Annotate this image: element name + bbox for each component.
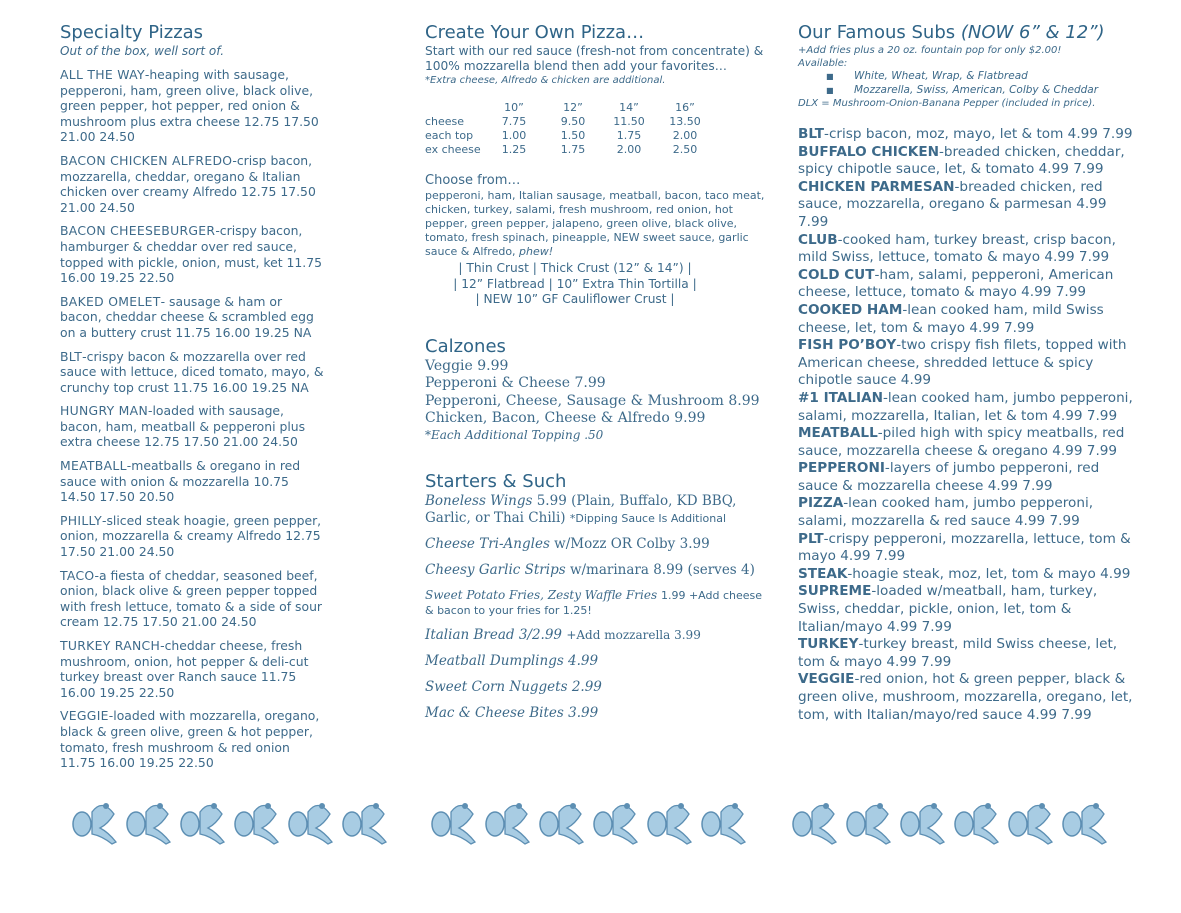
specialty-subtitle: Out of the box, well sort of. xyxy=(60,44,225,58)
menu-item-desc: -loaded with mozzarella, oregano, black & green olive, green & hot pepper, tomato, fresh mushroom & red onion 11.75 16.00 19.25 22.50 xyxy=(60,708,320,771)
menu-item xyxy=(798,232,1133,267)
price-cell: 2.50 xyxy=(672,143,698,156)
menu-item-desc: -loaded with sausage, bacon, ham, meatball & pepperoni plus extra cheese 12.75 17.50 21.00 24.50 xyxy=(60,403,306,450)
pizza-slice-icon xyxy=(847,803,890,844)
menu-item xyxy=(60,153,325,215)
menu-item-name: BUFFALO CHICKEN xyxy=(798,143,939,160)
menu-item xyxy=(60,223,325,285)
menu-item-name: PLT xyxy=(798,530,824,547)
menu-item-name: COOKED HAM xyxy=(798,301,903,318)
menu-item-desc: -crispy bacon & mozzarella over red sauce with lettuce, diced tomato, mayo, & crunchy top crust 11.75 16.00 19.25 NA xyxy=(60,348,324,395)
menu-item-desc: -red onion, hot & green pepper, black & green olive, mushroom, mozzarella, oregano, let, tom, with Italian/mayo/red sauce 4.99 7.99 xyxy=(798,671,1133,723)
pizza-slice-icon xyxy=(702,803,745,844)
menu-item-desc: -turkey breast, mild Swiss cheese, let, tom & mayo 4.99 7.99 xyxy=(798,636,1118,670)
menu-item xyxy=(798,566,1133,584)
menu-item-name: BACON CHEESEBURGER xyxy=(60,223,216,239)
menu-item-name: SUPREME xyxy=(798,583,872,600)
menu-item-name: #1 ITALIAN xyxy=(798,389,883,406)
menu-item-name: PHILLY xyxy=(60,512,102,528)
calzone-item: Pepperoni & Cheese 7.99 xyxy=(425,375,606,392)
starter-fries: Sweet Potato Fries, Zesty Waffle Fries 1.99 +Add cheese & bacon to your fries for 1.25! xyxy=(425,587,763,617)
subs-available-list xyxy=(798,70,1133,97)
price-cell: 1.75 xyxy=(560,143,586,156)
price-cell: 2.00 xyxy=(672,129,698,142)
menu-item-desc: -crispy pepperoni, mozzarella, lettuce, tom & mayo 4.99 7.99 xyxy=(798,530,1131,565)
menu-item xyxy=(798,460,1133,495)
price-cell: 9.50 xyxy=(560,115,586,128)
menu-item xyxy=(798,531,1133,566)
menu-item-name: MEATBALL xyxy=(798,425,878,442)
menu-item-name: VEGGIE xyxy=(798,671,855,688)
choose-list: pepperoni, ham, Italian sausage, meatball, bacon, taco meat, chicken, turkey, salami, fresh mushroom, red onion, hot pepper, green pepper, jalapeno, green olive, black olive, tomato, fresh spinach, pineapple, NEW sweet sauce, garlic sauce & Alfredo, phew! xyxy=(425,189,765,258)
price-row xyxy=(425,129,713,143)
menu-item xyxy=(60,458,325,505)
pizza-slice-icon xyxy=(127,803,170,844)
menu-item-desc: -cheddar cheese, fresh mushroom, onion, hot pepper & deli-cut turkey breast over Ranch sauce 11.75 16.00 19.25 22.50 xyxy=(60,638,309,700)
menu-item xyxy=(798,390,1133,425)
menu-item-name: BLT xyxy=(60,348,83,364)
subs-list xyxy=(798,126,1133,724)
starter-nuggets: Sweet Corn Nuggets 2.99 xyxy=(425,678,602,695)
menu-item-desc: -lean cooked ham, jumbo pepperoni, salami, mozzarella, Italian, let & tom 4.99 7.99 xyxy=(798,389,1133,424)
menu-item-name: STEAK xyxy=(798,565,848,582)
menu-item-name: BACON CHICKEN ALFREDO xyxy=(60,152,233,168)
menu-item-name: TURKEY RANCH xyxy=(60,638,161,653)
specialty-pizzas-section xyxy=(60,22,325,771)
menu-item xyxy=(60,568,325,630)
menu-item xyxy=(798,126,1133,144)
menu-item-name: BLT xyxy=(798,126,825,142)
menu-item xyxy=(798,495,1133,530)
price-row-label: ex cheese xyxy=(425,143,481,156)
calzone-item: Pepperoni, Cheese, Sausage & Mushroom 8.99 xyxy=(425,392,760,409)
menu-item xyxy=(798,425,1133,460)
menu-item-desc: -piled high with spicy meatballs, red sauce, mozzarella cheese & oregano 4.99 7.99 xyxy=(798,425,1125,459)
pizza-slice-icon xyxy=(432,803,475,844)
calzones-note: *Each Additional Topping .50 xyxy=(425,427,604,442)
menu-item xyxy=(798,636,1133,671)
menu-item xyxy=(60,403,325,450)
calzone-item: Veggie 9.99 xyxy=(425,357,509,374)
pizza-border-decoration xyxy=(425,794,755,846)
pizza-slice-icon xyxy=(540,803,583,844)
starter-garlic-strips: Cheesy Garlic Strips w/marinara 8.99 (serves 4) xyxy=(425,561,755,578)
menu-item-desc: -crispy bacon, hamburger & cheddar over red sauce, topped with pickle, onion, must, ket 11.75 16.00 19.25 22.50 xyxy=(60,223,322,286)
create-title: Create Your Own Pizza… xyxy=(425,22,645,43)
menu-item-desc: -loaded w/meatball, ham, turkey, Swiss, cheddar, pickle, onion, let, tom & Italian/mayo 4.99 7.99 xyxy=(798,583,1098,635)
menu-item-desc: -meatballs & oregano in red sauce with onion & mozzarella 10.75 14.50 17.50 20.50 xyxy=(60,458,301,505)
price-cell: 1.50 xyxy=(560,129,586,142)
menu-item-desc: -cooked ham, turkey breast, crisp bacon, mild Swiss, lettuce, tomato & mayo 4.99 7.99 xyxy=(798,231,1116,266)
menu-item xyxy=(60,708,325,770)
starter-triangles: Cheese Tri-Angles w/Mozz OR Colby 3.99 xyxy=(425,535,710,552)
menu-item-desc: - sausage & ham or bacon, cheddar cheese & scrambled egg on a buttery crust 11.75 16.00 19.25 NA xyxy=(60,293,314,340)
choose-phew: phew! xyxy=(519,245,554,258)
calzones-title: Calzones xyxy=(425,335,506,357)
menu-item-name: CLUB xyxy=(798,231,838,248)
available-item: ■ Mozzarella, Swiss, American, Colby & Cheddar xyxy=(826,83,1099,96)
crust-line: | Thin Crust | Thick Crust (12” & 14”) | xyxy=(458,261,692,275)
pizza-slice-icon xyxy=(343,803,386,844)
menu-item-name: CHICKEN PARMESAN xyxy=(798,178,955,195)
menu-item-name: COLD CUT xyxy=(798,266,875,283)
menu-item-name: TACO xyxy=(60,567,95,583)
subs-dlx-note: DLX = Mushroom-Onion-Banana Pepper (included in price). xyxy=(798,98,1096,109)
price-cell: 1.75 xyxy=(616,129,642,142)
subs-section xyxy=(798,22,1133,724)
subs-note-fries: +Add fries plus a 20 oz. fountain pop for only $2.00! xyxy=(798,45,1062,56)
pizza-slice-icon xyxy=(235,803,278,844)
create-note: *Extra cheese, Alfredo & chicken are additional. xyxy=(425,75,666,86)
subs-note-available: Available: xyxy=(798,58,848,69)
menu-item xyxy=(798,671,1133,724)
price-header-row xyxy=(425,101,713,115)
menu-item-desc: -breaded chicken, cheddar, spicy chipotle sauce, let, & tomato 4.99 7.99 xyxy=(798,143,1125,178)
price-row-label: cheese xyxy=(425,115,465,128)
menu-item-desc: -crisp bacon, mozzarella, cheddar, oregano & Italian chicken over creamy Alfredo 12.75 17.50 21.00 24.50 xyxy=(60,152,316,215)
menu-item-name: FISH PO’BOY xyxy=(798,337,897,354)
menu-item-name: PEPPERONI xyxy=(798,460,885,477)
menu-item-name: MEATBALL xyxy=(60,458,127,474)
menu-item xyxy=(60,67,325,145)
price-row xyxy=(425,143,713,157)
menu-item xyxy=(798,267,1133,302)
menu-item-desc: -a fiesta of cheddar, seasoned beef, onion, black olive & green pepper topped with fresh lettuce, tomato & a side of sour cream 12.75 17.50 21.00 24.50 xyxy=(60,567,323,630)
menu-item xyxy=(60,349,325,396)
price-cell: 7.75 xyxy=(501,115,527,128)
pizza-border-decoration xyxy=(66,794,396,846)
price-row xyxy=(425,115,713,129)
menu-item xyxy=(798,583,1133,636)
size-10: 10” xyxy=(504,101,524,114)
pizza-slice-icon xyxy=(901,803,944,844)
starter-wings: Boneless Wings 5.99 (Plain, Buffalo, KD BBQ, Garlic, or Thai Chili) *Dipping Sauce Is Additional xyxy=(425,492,737,526)
crust-line: | 12” Flatbread | 10” Extra Thin Tortilla | xyxy=(453,276,697,291)
menu-item xyxy=(60,294,325,341)
menu-item-desc: -layers of jumbo pepperoni, red sauce & mozzarella cheese 4.99 7.99 xyxy=(798,460,1100,494)
calzone-item: Chicken, Bacon, Cheese & Alfredo 9.99 xyxy=(425,410,706,427)
menu-item-desc: -crisp bacon, moz, mayo, let & tom 4.99 7.99 xyxy=(824,126,1133,142)
crust-line: | NEW 10” GF Cauliflower Crust | xyxy=(475,292,675,306)
create-your-own-section xyxy=(425,22,765,722)
menu-item-name: TURKEY xyxy=(798,636,859,653)
menu-item-name: ALL THE WAY xyxy=(60,67,145,82)
create-intro: Start with our red sauce (fresh-not from concentrate) & 100% mozzarella blend then add your favorites… xyxy=(425,44,764,73)
menu-item xyxy=(798,179,1133,232)
pizza-slice-icon xyxy=(181,803,224,844)
pizza-slice-icon xyxy=(594,803,637,844)
menu-item xyxy=(798,337,1133,390)
price-table xyxy=(425,101,713,157)
size-16: 16” xyxy=(675,101,695,114)
price-cell: 2.00 xyxy=(616,143,642,156)
menu-item-desc: -breaded chicken, red sauce, mozzarella, oregano & parmesan 4.99 7.99 xyxy=(798,178,1107,230)
pizza-slice-icon xyxy=(486,803,529,844)
menu-item-name: PIZZA xyxy=(798,495,844,512)
menu-item-desc: -sliced steak hoagie, green pepper, onion, mozzarella & creamy Alfredo 12.75 17.50 21.00 24.50 xyxy=(60,512,322,560)
pizza-border-decoration xyxy=(786,794,1116,846)
menu-item-desc: -two crispy fish filets, topped with American cheese, shredded lettuce & spicy chipotle sauce 4.99 xyxy=(798,337,1127,389)
calzones-list xyxy=(425,358,765,428)
size-14: 14” xyxy=(619,101,639,114)
pizza-slice-icon xyxy=(648,803,691,844)
pizza-slice-icon xyxy=(73,803,116,844)
price-row-label: each top xyxy=(425,129,474,142)
price-cell: 13.50 xyxy=(669,115,701,128)
specialty-title: Specialty Pizzas xyxy=(60,22,204,43)
menu-item-name: HUNGRY MAN xyxy=(60,403,149,419)
menu-item-desc: -lean cooked ham, jumbo pepperoni, salami, mozzarella & red sauce 4.99 7.99 xyxy=(798,495,1094,530)
menu-item xyxy=(60,638,325,700)
menu-item-name: VEGGIE xyxy=(60,708,109,724)
menu-item-desc: -lean cooked ham, mild Swiss cheese, let, tom & mayo 4.99 7.99 xyxy=(798,301,1104,336)
pizza-slice-icon xyxy=(793,803,836,844)
price-cell: 11.50 xyxy=(613,115,645,128)
pizza-slice-icon xyxy=(1063,803,1106,844)
menu-item-desc: -hoagie steak, moz, let, tom & mayo 4.99 xyxy=(847,565,1131,582)
starter-dumplings: Meatball Dumplings 4.99 xyxy=(425,652,599,669)
pizza-slice-icon xyxy=(1009,803,1052,844)
starters-title: Starters & Such xyxy=(425,470,567,492)
available-item: ■ White, Wheat, Wrap, & Flatbread xyxy=(826,70,1028,82)
menu-item xyxy=(60,513,325,560)
price-cell: 1.25 xyxy=(501,143,527,156)
size-12: 12” xyxy=(563,101,583,114)
pizza-slice-icon xyxy=(955,803,998,844)
menu-item-name: BAKED OMELET xyxy=(60,293,161,309)
choose-title: Choose from… xyxy=(425,173,521,188)
crust-options xyxy=(425,261,725,308)
subs-title: Our Famous Subs (NOW 6” & 12”) xyxy=(798,22,1105,43)
starter-bites: Mac & Cheese Bites 3.99 xyxy=(425,704,599,721)
menu-item xyxy=(798,302,1133,337)
starter-bread: Italian Bread 3/2.99 +Add mozzarella 3.99 xyxy=(425,626,701,643)
price-cell: 1.00 xyxy=(501,129,527,142)
pizza-slice-icon xyxy=(289,803,332,844)
specialty-list xyxy=(60,67,325,771)
menu-item xyxy=(798,144,1133,179)
menu-item-desc: -ham, salami, pepperoni, American cheese, lettuce, tomato & mayo 4.99 7.99 xyxy=(798,266,1114,301)
menu-item-desc: -heaping with sausage, pepperoni, ham, green olive, black olive, green pepper, hot pepper, red onion & mushroom plus extra cheese 12.75 17.50 21.00 24.50 xyxy=(60,67,319,145)
